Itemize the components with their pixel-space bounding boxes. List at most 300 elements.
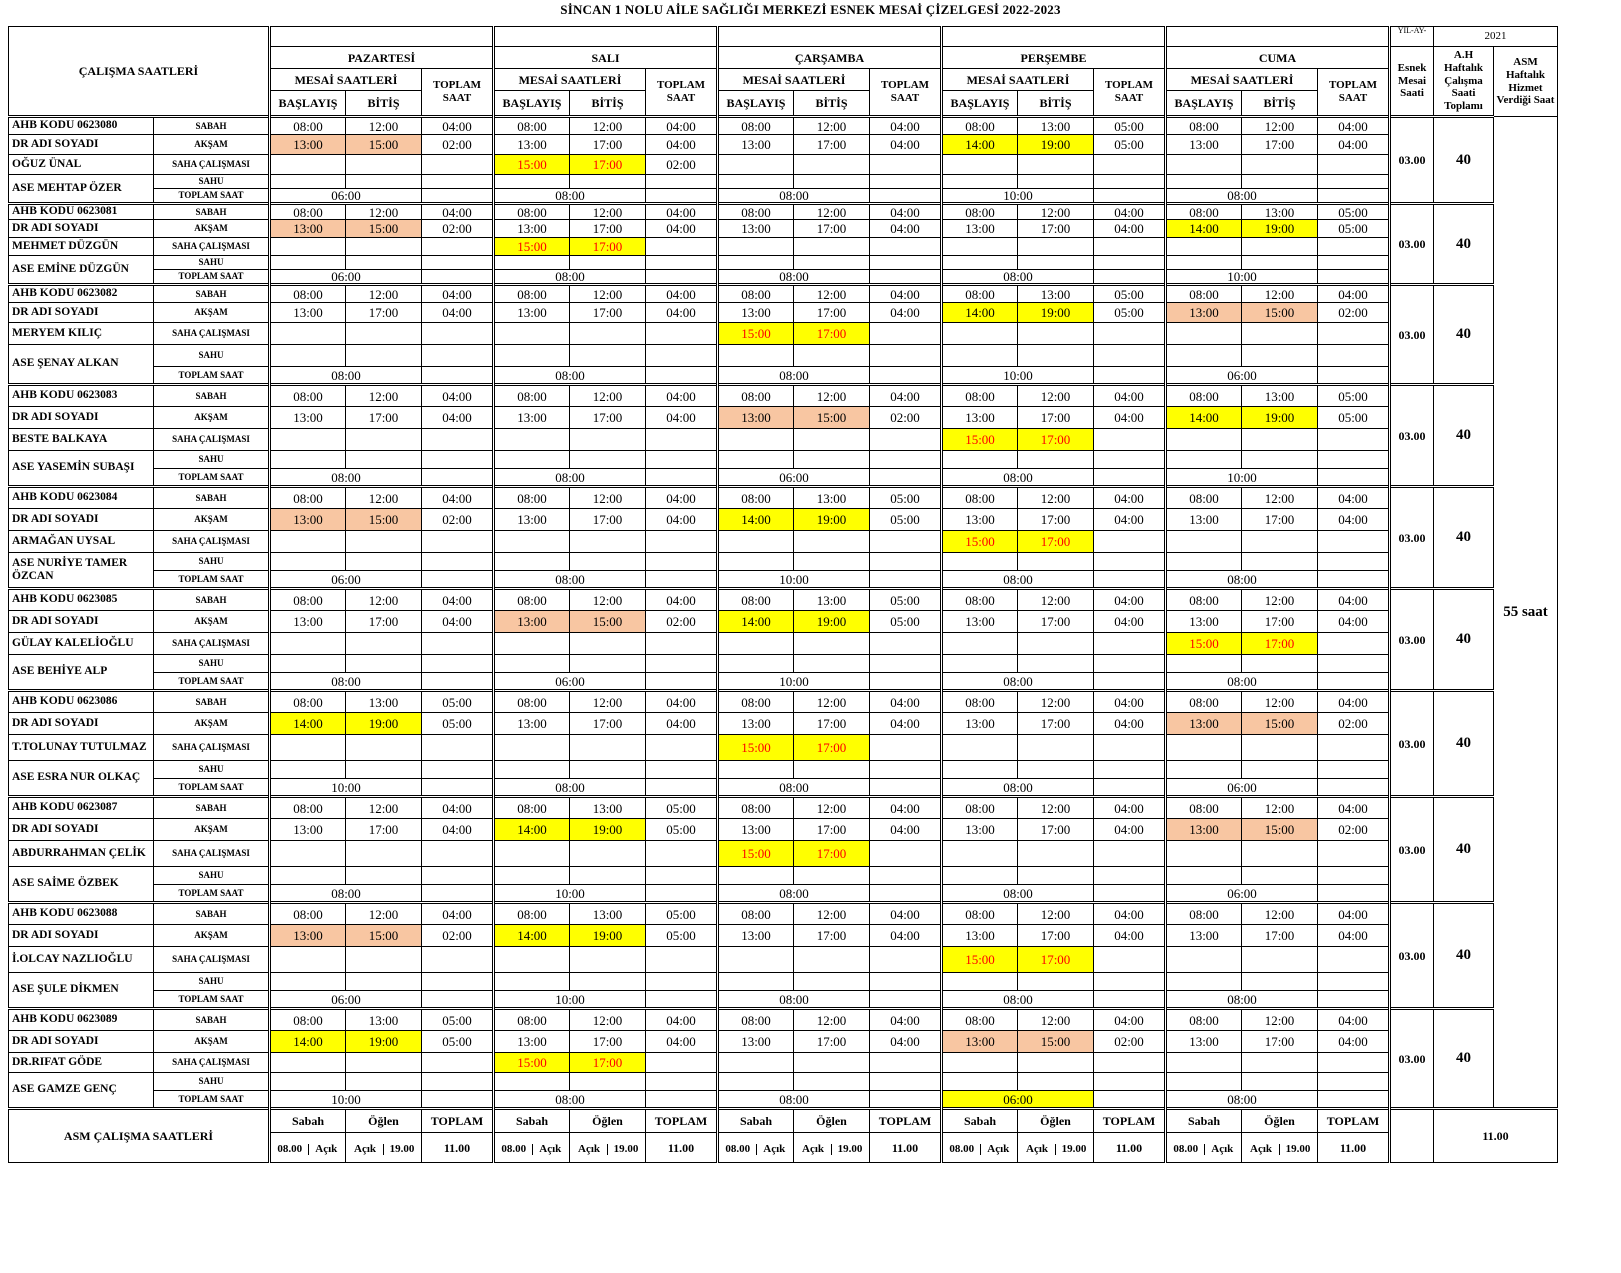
sahu-cell [1094,867,1166,885]
aksam-time: 04:00 [870,1031,942,1053]
day-total: 08:00 [942,571,1094,589]
sahu-cell [942,553,1018,571]
sahu-cell [1318,345,1390,367]
bitis-header: BİTİŞ [346,91,422,117]
day-total: 08:00 [270,469,422,487]
slot-label: AKŞAM [154,407,270,429]
saha-time [1094,531,1166,553]
saha-time [870,531,942,553]
aksam-time: 13:00 [718,713,794,735]
day-total: 08:00 [942,779,1094,797]
saha-time: 17:00 [1242,633,1318,655]
ase-name: ASE EMİNE DÜZGÜN [9,256,154,285]
day-total: 06:00 [942,1091,1094,1109]
sabah-time: 12:00 [1242,903,1318,925]
sabah-time: 05:00 [422,1009,494,1031]
saha-time [494,735,570,761]
slot-label: SAHA ÇALIŞMASI [154,947,270,973]
aksam-time: 02:00 [1094,1031,1166,1053]
ase-name: ASE ESRA NUR OLKAÇ [9,761,154,797]
saha-time [646,947,718,973]
sabah-time: 04:00 [422,117,494,135]
saha-time [1318,633,1390,655]
saha-time: 17:00 [1018,947,1094,973]
day-total-spacer [1318,885,1390,903]
aksam-time: 17:00 [794,713,870,735]
saha-time [270,1053,346,1073]
unit-row [9,655,1558,673]
sahu-cell [422,655,494,673]
sabah-time: 05:00 [1318,204,1390,220]
aksam-time: 17:00 [346,819,422,841]
day-total-spacer [422,885,494,903]
slot-label: AKŞAM [154,303,270,323]
weekly-hours-value: 40 [1434,385,1494,487]
saha-time [942,633,1018,655]
doctor-name: ABDURRAHMAN ÇELİK [9,841,154,867]
aksam-time: 13:00 [270,220,346,238]
doctor-name: BESTE BALKAYA [9,429,154,451]
sabah-time: 08:00 [942,589,1018,611]
sabah-time: 04:00 [870,691,942,713]
sahu-cell [270,973,346,991]
sahu-cell [646,1073,718,1091]
doctor-label: DR ADI SOYADI [9,819,154,841]
saha-time [1094,947,1166,973]
slot-label: SABAH [154,204,270,220]
sahu-cell [570,655,646,673]
saha-time [570,429,646,451]
aksam-time: 02:00 [1318,713,1390,735]
slot-label: SABAH [154,903,270,925]
day-total: 10:00 [494,885,646,903]
unit-row [9,285,1558,303]
sahu-cell [1242,867,1318,885]
sahu-cell [794,761,870,779]
aksam-time: 13:00 [270,611,346,633]
saha-time [1094,633,1166,655]
aksam-time: 02:00 [422,925,494,947]
aksam-time: 14:00 [270,1031,346,1053]
saha-time: 17:00 [570,155,646,175]
esnek-mesai-value: 03.00 [1390,589,1434,691]
saha-time [494,429,570,451]
doctor-label: DR ADI SOYADI [9,611,154,633]
sabah-time: 12:00 [346,204,422,220]
sahu-cell [870,256,942,270]
day-total-spacer [646,885,718,903]
sabah-time: 08:00 [494,285,570,303]
footer-oglen: Öğlen [346,1109,422,1133]
unit-row [9,429,1558,451]
sahu-cell [942,761,1018,779]
day-total: 06:00 [270,270,422,285]
slot-label: SAHA ÇALIŞMASI [154,1053,270,1073]
saha-time [422,155,494,175]
footer-oglen: Öğlen [1242,1109,1318,1133]
unit-row [9,155,1558,175]
day-total: 08:00 [494,270,646,285]
footer-sabah: Sabah [718,1109,794,1133]
footer-open: Açık [315,1142,338,1155]
aksam-time: 04:00 [646,713,718,735]
sabah-time: 12:00 [794,691,870,713]
day-total-spacer [1094,991,1166,1009]
mesai-saatleri-header: MESAİ SAATLERİ [270,69,422,91]
sabah-time: 04:00 [646,589,718,611]
saha-time [646,1053,718,1073]
sabah-time: 13:00 [1242,204,1318,220]
day-total: 06:00 [494,673,646,691]
sabah-time: 08:00 [494,797,570,819]
sabah-time: 12:00 [1018,385,1094,407]
aksam-time: 05:00 [646,925,718,947]
ase-name: ASE SAİME ÖZBEK [9,867,154,903]
day-total: 08:00 [718,367,870,385]
sabah-time: 08:00 [1166,691,1242,713]
sahu-cell [646,867,718,885]
day-total-spacer [1318,991,1390,1009]
aksam-time: 13:00 [718,220,794,238]
footer-oglen-values [570,1133,646,1163]
sabah-time: 08:00 [718,903,794,925]
aksam-time: 04:00 [870,713,942,735]
sahu-cell [718,175,794,189]
footer-sabah-values [942,1133,1018,1163]
sahu-cell [1318,973,1390,991]
saha-time [1094,238,1166,256]
sahu-cell [494,655,570,673]
sahu-cell [646,451,718,469]
sabah-time: 04:00 [1318,487,1390,509]
saha-time [1242,841,1318,867]
footer-sabah: Sabah [270,1109,346,1133]
slot-label: TOPLAM SAAT [154,270,270,285]
aksam-time: 05:00 [1094,135,1166,155]
day-spacer [718,27,942,47]
sahu-cell [570,175,646,189]
day-total: 08:00 [718,189,870,204]
aksam-time: 13:00 [270,407,346,429]
sahu-cell [718,1073,794,1091]
footer-open: Açık [571,1144,608,1155]
sahu-cell [942,973,1018,991]
sabah-time: 08:00 [718,797,794,819]
slot-label: SAHU [154,175,270,189]
footer-toplam: TOPLAM [646,1109,718,1133]
sabah-time: 12:00 [346,589,422,611]
saha-time [1242,238,1318,256]
saha-time [1018,633,1094,655]
aksam-time: 17:00 [1018,925,1094,947]
day-total: 08:00 [494,469,646,487]
day-total: 08:00 [494,571,646,589]
day-total: 10:00 [942,367,1094,385]
slot-label: TOPLAM SAAT [154,367,270,385]
saha-time: 15:00 [1166,633,1242,655]
saha-time [942,841,1018,867]
unit-row [9,735,1558,761]
sahu-cell [570,451,646,469]
aksam-time: 15:00 [794,407,870,429]
unit-row [9,531,1558,553]
doctor-label: DR ADI SOYADI [9,713,154,735]
sahu-cell [270,175,346,189]
saha-time [870,947,942,973]
saha-time: 15:00 [718,323,794,345]
sahu-cell [1166,655,1242,673]
day-total-spacer [422,270,494,285]
aksam-time: 13:00 [942,819,1018,841]
sahu-cell [942,345,1018,367]
day-total-spacer [422,991,494,1009]
sahu-cell [942,1073,1018,1091]
sahu-cell [1018,553,1094,571]
aksam-time: 17:00 [570,220,646,238]
sabah-time: 04:00 [646,1009,718,1031]
day-total: 08:00 [270,885,422,903]
sahu-cell [942,256,1018,270]
slot-label: TOPLAM SAAT [154,469,270,487]
sahu-cell [870,867,942,885]
baslayis-header: BAŞLAYIŞ [270,91,346,117]
sahu-cell [570,256,646,270]
slot-label: SAHU [154,1073,270,1091]
aksam-time: 13:00 [942,509,1018,531]
sahu-cell [494,761,570,779]
sabah-time: 13:00 [794,589,870,611]
sabah-time: 13:00 [570,797,646,819]
aksam-time: 17:00 [1242,611,1318,633]
sahu-cell [1166,175,1242,189]
day-total-spacer [1094,469,1166,487]
sabah-time: 05:00 [1094,117,1166,135]
aksam-time: 04:00 [1318,1031,1390,1053]
saha-time [1318,238,1390,256]
sahu-cell [1166,867,1242,885]
aksam-time: 17:00 [346,303,422,323]
sabah-time: 05:00 [1318,385,1390,407]
sabah-time: 08:00 [1166,204,1242,220]
sabah-time: 08:00 [270,385,346,407]
sahu-cell [794,451,870,469]
footer-oglen-values [1018,1133,1094,1163]
day-header: PERŞEMBE [942,47,1166,69]
aksam-time: 02:00 [646,611,718,633]
aksam-time: 15:00 [570,611,646,633]
saha-time [870,633,942,655]
slot-label: SAHA ÇALIŞMASI [154,429,270,451]
sabah-time: 13:00 [570,903,646,925]
saha-time [1166,429,1242,451]
sahu-cell [346,256,422,270]
sabah-time: 04:00 [1094,487,1166,509]
sabah-time: 08:00 [494,385,570,407]
slot-label: TOPLAM SAAT [154,991,270,1009]
sahu-cell [1094,553,1166,571]
sabah-time: 04:00 [1094,204,1166,220]
unit-row [9,1091,1558,1109]
sahu-cell [494,1073,570,1091]
weekly-hours-value: 40 [1434,903,1494,1009]
saha-time [1166,735,1242,761]
sabah-time: 04:00 [1318,117,1390,135]
esnek-mesai-value: 03.00 [1390,117,1434,204]
esnek-mesai-value: 03.00 [1390,903,1434,1009]
sahu-cell [1018,345,1094,367]
sahu-cell [870,345,942,367]
sahu-cell [346,761,422,779]
saha-time [494,531,570,553]
footer-oglen-values [346,1133,422,1163]
sabah-time: 08:00 [1166,117,1242,135]
sahu-cell [570,553,646,571]
doctor-label: DR ADI SOYADI [9,135,154,155]
day-total-spacer [1094,270,1166,285]
sabah-time: 05:00 [1094,285,1166,303]
footer-end: 19.00 [1285,1142,1311,1155]
sahu-cell [1318,1073,1390,1091]
footer-grand-total: 11.00 [1434,1109,1558,1163]
sabah-time: 08:00 [942,385,1018,407]
sahu-cell [718,553,794,571]
unit-row [9,469,1558,487]
year-header: 2021 [1434,27,1558,47]
slot-label: TOPLAM SAAT [154,1091,270,1109]
aksam-time: 15:00 [1018,1031,1094,1053]
sahu-cell [870,553,942,571]
day-total: 08:00 [1166,991,1318,1009]
slot-label: SAHU [154,655,270,673]
footer-oglen: Öğlen [1018,1109,1094,1133]
day-total-spacer [870,367,942,385]
aksam-time: 05:00 [870,509,942,531]
saha-time [1018,735,1094,761]
aksam-time: 17:00 [1018,611,1094,633]
footer-end: 19.00 [389,1142,415,1155]
sahu-cell [1242,345,1318,367]
aksam-time: 04:00 [1094,220,1166,238]
unit-row [9,867,1558,885]
day-header: SALI [494,47,718,69]
ahb-code: AHB KODU 0623085 [9,589,154,611]
footer-start: 08.00 [272,1144,309,1155]
sabah-time: 08:00 [1166,797,1242,819]
saha-time [794,531,870,553]
sahu-cell [1166,553,1242,571]
aksam-time: 13:00 [494,1031,570,1053]
slot-label: AKŞAM [154,135,270,155]
sahu-cell [494,256,570,270]
ase-name: ASE MEHTAP ÖZER [9,175,154,204]
aksam-time: 04:00 [646,135,718,155]
aksam-time: 13:00 [1166,611,1242,633]
sabah-time: 12:00 [346,285,422,303]
slot-label: SAHA ÇALIŞMASI [154,633,270,655]
day-total-spacer [422,189,494,204]
saha-time: 15:00 [494,238,570,256]
aksam-time: 04:00 [422,819,494,841]
doctor-name: İ.OLCAY NAZLIOĞLU [9,947,154,973]
sabah-time: 13:00 [1018,285,1094,303]
saha-time [494,633,570,655]
sabah-time: 13:00 [346,1009,422,1031]
footer-start: 08.00 [944,1144,981,1155]
day-total: 06:00 [718,469,870,487]
aksam-time: 13:00 [494,611,570,633]
sahu-cell [1094,655,1166,673]
aksam-time: 04:00 [870,819,942,841]
day-total-spacer [646,270,718,285]
aksam-time: 14:00 [1166,407,1242,429]
sahu-cell [1242,761,1318,779]
sahu-cell [1166,761,1242,779]
saha-time [1094,155,1166,175]
footer-total-value: 11.00 [422,1133,494,1163]
day-total-spacer [870,189,942,204]
sabah-time: 08:00 [718,204,794,220]
day-total-spacer [1094,1091,1166,1109]
weekly-hours-value: 40 [1434,285,1494,385]
sahu-cell [270,761,346,779]
day-total-spacer [646,1091,718,1109]
sahu-cell [794,175,870,189]
sabah-time: 08:00 [942,903,1018,925]
toplam-saat-header: TOPLAM SAAT [870,69,942,117]
footer-sabah: Sabah [1166,1109,1242,1133]
unit-row [9,117,1558,135]
sabah-time: 04:00 [1318,1009,1390,1031]
aksam-time: 13:00 [1166,135,1242,155]
sabah-time: 12:00 [794,204,870,220]
sabah-time: 12:00 [1242,797,1318,819]
sahu-cell [718,761,794,779]
aksam-time: 14:00 [718,611,794,633]
saha-time [270,238,346,256]
doctor-name: MEHMET DÜZGÜN [9,238,154,256]
day-total-spacer [1318,367,1390,385]
sahu-cell [570,345,646,367]
aksam-time: 13:00 [494,713,570,735]
footer-sabah: Sabah [942,1109,1018,1133]
sahu-cell [1094,175,1166,189]
sahu-cell [794,1073,870,1091]
aksam-time: 05:00 [1094,303,1166,323]
sahu-cell [422,175,494,189]
unit-row [9,487,1558,509]
weekly-hours-value: 40 [1434,797,1494,903]
aksam-time: 13:00 [942,407,1018,429]
sabah-time: 12:00 [570,117,646,135]
day-total-spacer [870,571,942,589]
day-total: 06:00 [270,189,422,204]
saha-time [1166,531,1242,553]
slot-label: SAHA ÇALIŞMASI [154,155,270,175]
aksam-time: 04:00 [1318,925,1390,947]
sahu-cell [422,867,494,885]
saha-time [1318,155,1390,175]
saha-time [1318,531,1390,553]
sabah-time: 08:00 [718,285,794,303]
sabah-time: 08:00 [494,204,570,220]
saha-time: 17:00 [794,323,870,345]
slot-label: SABAH [154,117,270,135]
saha-time [1094,841,1166,867]
saha-time [422,735,494,761]
aksam-time: 17:00 [1242,509,1318,531]
footer-oglen: Öğlen [794,1109,870,1133]
yil-ay-header: YIL-AY- [1390,27,1434,47]
